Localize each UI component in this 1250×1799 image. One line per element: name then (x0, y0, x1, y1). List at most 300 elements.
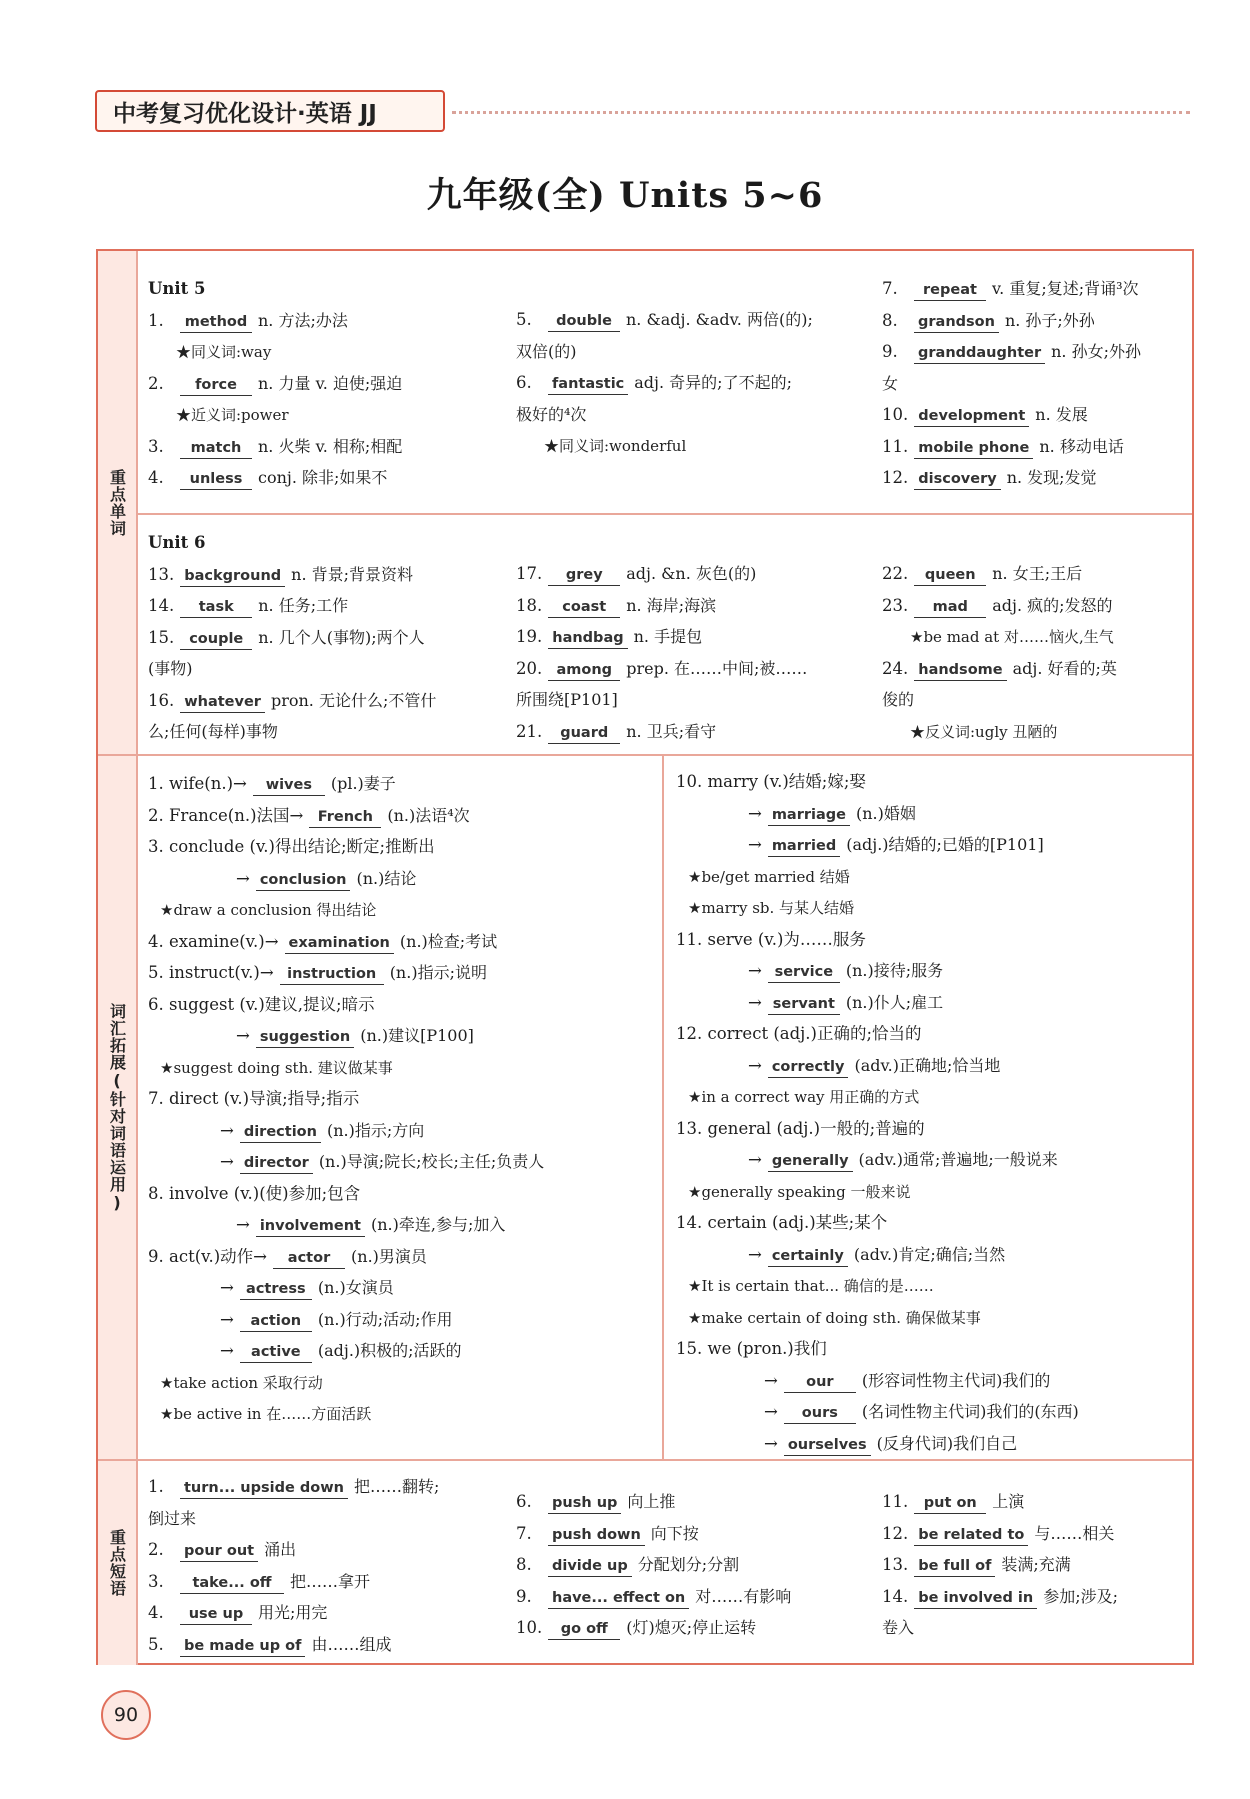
item-prompt: → (220, 1152, 234, 1171)
item-number: 9. (516, 1586, 532, 1606)
list-item (148, 368, 498, 400)
item-continuation: (事物) (148, 659, 193, 678)
item-prompt: → (748, 961, 762, 980)
answer-blank[interactable]: divide up (548, 1556, 632, 1577)
item-definition: n. 海岸;海滨 (626, 595, 717, 615)
item-prompt: → (748, 1055, 762, 1075)
item-prompt: → (748, 1244, 762, 1264)
list-item (882, 621, 1192, 653)
item-definition: 对……有影响 (695, 1586, 792, 1606)
item-definition: (n.)女演员 (317, 1278, 394, 1297)
item-number: 24. (882, 658, 909, 678)
item-definition: n. 发现;发觉 (1006, 468, 1097, 487)
item-definition: (名词性物主代词)我们的(东西) (861, 1402, 1079, 1421)
list-item (148, 685, 498, 717)
list-item (516, 653, 866, 685)
answer-blank[interactable]: ourselves (784, 1435, 871, 1456)
item-definition: (adv.)肯定;确信;当然 (853, 1244, 1006, 1264)
item-prompt: 13. general (adj.)一般的;普遍的 (676, 1118, 925, 1138)
list-item (516, 336, 866, 368)
list-item (148, 800, 668, 832)
section-body (138, 251, 1192, 754)
answer-blank[interactable]: put on (914, 1493, 986, 1514)
section-body (138, 1461, 1192, 1665)
list-item (148, 926, 668, 958)
list-item (882, 399, 1192, 431)
list-item (148, 399, 498, 431)
list-item (676, 766, 1184, 798)
answer-blank[interactable]: actor (273, 1248, 345, 1269)
item-definition: n. &adj. &adv. 两倍(的); (626, 310, 813, 329)
list-item (148, 462, 498, 494)
phrases-col3 (882, 1486, 1192, 1644)
banner-dotted-rule (452, 111, 1190, 114)
answer-blank[interactable]: suggestion (256, 1027, 354, 1048)
item-number: 4. (148, 468, 164, 487)
answer-blank[interactable]: wives (253, 775, 325, 796)
answer-blank[interactable]: generally (768, 1151, 853, 1172)
list-item (676, 1270, 1184, 1302)
answer-blank[interactable]: background (180, 566, 285, 587)
item-definition: 把……拿开 (290, 1571, 371, 1591)
list-item (676, 1239, 1184, 1271)
item-number: 19. (516, 627, 543, 646)
list-item (148, 1335, 668, 1367)
item-number: 11. (882, 436, 909, 456)
list-item (516, 590, 866, 622)
item-number: 16. (148, 690, 175, 710)
answer-blank[interactable]: task (180, 597, 252, 618)
item-prompt: → (748, 1150, 762, 1169)
list-item (148, 590, 498, 622)
answer-blank[interactable]: certainly (768, 1246, 848, 1267)
answer-blank[interactable]: handbag (548, 628, 627, 649)
list-item (148, 989, 668, 1021)
item-definition: (adv.)通常;普遍地;一般说来 (858, 1150, 1058, 1169)
item-prompt: 9. act(v.)动作→ (148, 1246, 268, 1266)
item-number: 7. (516, 1523, 532, 1543)
answer-blank[interactable]: conclusion (256, 870, 351, 891)
answer-blank[interactable]: match (180, 438, 252, 459)
item-continuation: 俊的 (882, 690, 915, 709)
list-item (148, 1534, 498, 1566)
item-prompt: → (748, 803, 762, 823)
list-item (516, 558, 866, 590)
item-prompt: 5. instruct(v.)→ (148, 963, 274, 982)
answer-blank[interactable]: take... off (180, 1573, 284, 1594)
list-item (148, 894, 668, 926)
list-item (676, 1081, 1184, 1113)
item-definition: n. 任务;工作 (258, 596, 349, 615)
book-title: 中考复习优化设计·英语 JJ (113, 100, 377, 127)
item-definition: pron. 无论什么;不管什 (270, 690, 437, 710)
answer-blank[interactable]: coast (548, 597, 620, 618)
item-definition: (n.)结论 (356, 868, 417, 888)
unit-heading: Unit 6 (148, 533, 206, 552)
answer-blank[interactable]: examination (285, 933, 394, 954)
item-prompt: 3. conclude (v.)得出结论;断定;推断出 (148, 837, 435, 856)
answer-blank[interactable]: queen (914, 565, 986, 586)
section-label: 词汇拓展(针对词语运用) (98, 756, 138, 1459)
list-item (882, 653, 1192, 685)
list-item (676, 1050, 1184, 1082)
list-item (148, 559, 498, 591)
list-item (882, 431, 1192, 463)
answer-blank[interactable]: servant (768, 994, 840, 1015)
answer-blank[interactable]: double (548, 311, 620, 332)
star-note: ★be active in 在……方面活跃 (160, 1405, 372, 1423)
list-item (882, 558, 1192, 590)
item-definition: (n.)指示;说明 (389, 963, 487, 982)
item-continuation: 所围绕[P101] (516, 690, 618, 709)
answer-blank[interactable]: couple (180, 629, 252, 650)
item-definition: 用光;用完 (258, 1603, 328, 1622)
item-definition: n. 几个人(事物);两个人 (258, 627, 425, 647)
list-item (882, 1612, 1192, 1644)
item-definition: 装满;充满 (1001, 1555, 1071, 1574)
answer-blank[interactable]: method (180, 312, 252, 333)
book-title-banner (95, 90, 445, 132)
item-continuation: 极好的⁴次 (516, 404, 587, 424)
list-item (676, 924, 1184, 956)
answer-blank[interactable]: grandson (914, 312, 999, 333)
list-item (148, 1115, 668, 1147)
answer-blank[interactable]: turn... upside down (180, 1478, 348, 1499)
list-item (882, 305, 1192, 337)
star-note: ★marry sb. 与某人结婚 (688, 899, 855, 917)
item-definition: conj. 除非;如果不 (258, 468, 388, 487)
answer-blank[interactable]: go off (548, 1619, 620, 1640)
item-definition: 涌出 (264, 1540, 297, 1559)
item-number: 9. (882, 342, 898, 361)
list-item (676, 955, 1184, 987)
list-item (676, 1396, 1184, 1428)
item-number: 2. (148, 373, 164, 393)
list-item (148, 1241, 668, 1273)
item-definition: (形容词性物主代词)我们的 (861, 1370, 1051, 1390)
list-item (516, 1581, 866, 1613)
list-item (148, 1398, 668, 1430)
list-item (516, 716, 866, 748)
item-definition: adj. &n. 灰色(的) (626, 564, 757, 583)
item-definition: n. 移动电话 (1039, 436, 1124, 456)
answer-blank[interactable]: have... effect on (548, 1588, 689, 1609)
item-number: 18. (516, 595, 543, 615)
answer-blank[interactable]: use up (180, 1604, 252, 1625)
item-prompt: → (748, 835, 762, 854)
list-item (516, 1549, 866, 1581)
item-prompt: 15. we (pron.)我们 (676, 1339, 827, 1358)
item-definition: 与……相关 (1034, 1523, 1115, 1543)
answer-blank[interactable]: action (240, 1311, 312, 1332)
item-number: 8. (516, 1555, 532, 1574)
answer-blank[interactable]: unless (180, 469, 252, 490)
list-item (676, 861, 1184, 893)
list-item (882, 273, 1192, 305)
section-label: 重点短语 (98, 1461, 138, 1665)
item-number: 2. (148, 1540, 164, 1559)
item-definition: adj. 好看的;英 (1012, 658, 1117, 678)
expand-col1 (148, 768, 668, 1430)
answer-blank[interactable]: be full of (914, 1556, 995, 1577)
item-prompt: 1. wife(n.)→ (148, 774, 247, 793)
answer-blank[interactable]: mad (914, 597, 986, 618)
item-number: 14. (882, 1586, 909, 1606)
unit5-col3 (882, 273, 1192, 494)
item-prompt: → (220, 1309, 234, 1329)
item-definition: (n.)导演;院长;校长;主任;负责人 (318, 1152, 545, 1171)
list-item (676, 1333, 1184, 1365)
section-label: 重点单词 (98, 251, 138, 754)
item-prompt: 12. correct (adj.)正确的;恰当的 (676, 1024, 922, 1043)
answer-blank[interactable]: actress (240, 1279, 312, 1300)
list-item (516, 1486, 866, 1518)
list-item (148, 831, 668, 863)
list-item (516, 304, 866, 336)
item-definition: n. 方法;办法 (258, 310, 348, 330)
item-definition: (n.)男演员 (351, 1246, 427, 1266)
list-item (676, 829, 1184, 861)
list-item (148, 431, 498, 463)
list-item (148, 863, 668, 895)
list-item (148, 622, 498, 654)
answer-blank[interactable]: grey (548, 565, 620, 586)
item-definition: n. 力量 v. 迫使;强迫 (258, 373, 403, 393)
item-definition: adj. 奇异的;了不起的; (634, 373, 792, 392)
answer-blank[interactable]: handsome (914, 660, 1006, 681)
list-item (148, 1146, 668, 1178)
item-definition: (n.)检查;考试 (399, 931, 498, 951)
star-note: ★take action 采取行动 (160, 1373, 323, 1392)
item-number: 12. (882, 468, 909, 487)
star-note: ★It is certain that... 确信的是…… (688, 1277, 934, 1295)
star-note: ★make certain of doing sth. 确保做某事 (688, 1308, 981, 1327)
item-prompt: → (748, 992, 762, 1012)
item-prompt: 7. direct (v.)导演;指导;指示 (148, 1089, 360, 1108)
list-item (148, 1304, 668, 1336)
item-number: 7. (882, 279, 898, 298)
unit5-block (138, 251, 1192, 515)
item-prompt: 14. certain (adj.)某些;某个 (676, 1213, 888, 1232)
answer-blank[interactable]: married (768, 836, 840, 857)
answer-blank[interactable]: correctly (768, 1057, 849, 1078)
answer-blank[interactable]: granddaughter (914, 343, 1045, 364)
item-number: 3. (148, 436, 164, 456)
answer-blank[interactable]: push down (548, 1525, 645, 1546)
item-definition: n. 火柴 v. 相称;相配 (258, 436, 403, 456)
star-note: ★in a correct way 用正确的方式 (688, 1088, 920, 1106)
list-item (148, 1083, 668, 1115)
item-continuation: 女 (882, 373, 899, 393)
expand-col2 (662, 756, 1184, 1459)
list-item (148, 305, 498, 337)
item-prompt: 6. suggest (v.)建议,提议;暗示 (148, 994, 375, 1014)
section-phrases (98, 1461, 1192, 1665)
answer-blank[interactable]: force (180, 375, 252, 396)
star-note: ★generally speaking 一般来说 (688, 1182, 911, 1201)
answer-blank[interactable]: French (309, 807, 381, 828)
list-item (516, 684, 866, 716)
item-definition: n. 背景;背景资料 (291, 564, 414, 584)
list-item (676, 1144, 1184, 1176)
item-definition: (pl.)妻子 (330, 774, 396, 793)
page-number: 90 (101, 1690, 151, 1740)
star-note: ★be mad at 对……恼火,生气 (910, 628, 1114, 646)
list-item (148, 716, 498, 748)
star-note: ★近义词:power (176, 406, 289, 424)
worksheet (96, 249, 1194, 1665)
list-item (882, 368, 1192, 400)
item-prompt: → (220, 1341, 234, 1360)
answer-blank[interactable]: be involved in (914, 1588, 1037, 1609)
unit6-col2 (516, 558, 866, 747)
list-item (516, 1612, 866, 1644)
unit5-col2 (516, 304, 866, 462)
answer-blank[interactable]: discovery (914, 469, 1000, 490)
list-item (676, 892, 1184, 924)
answer-blank[interactable]: marriage (768, 805, 850, 826)
item-definition: n. 女王;王后 (992, 564, 1083, 583)
star-note: ★同义词:wonderful (544, 437, 687, 455)
list-item (148, 1629, 498, 1661)
answer-blank[interactable]: our (784, 1372, 856, 1393)
phrases-col1 (148, 1471, 498, 1660)
answer-blank[interactable]: involvement (256, 1216, 365, 1237)
answer-blank[interactable]: guard (548, 723, 620, 744)
item-continuation: 卷入 (882, 1618, 915, 1637)
answer-blank[interactable]: direction (240, 1122, 321, 1143)
list-item (676, 1018, 1184, 1050)
star-note: ★同义词:way (176, 343, 272, 361)
section-expand (98, 756, 1192, 1461)
item-definition: 参加;涉及; (1043, 1586, 1118, 1606)
list-item (148, 957, 668, 989)
item-definition: (adj.)结婚的;已婚的[P101] (846, 835, 1044, 854)
unit5-col1 (148, 273, 498, 494)
item-definition: (n.)行动;活动;作用 (317, 1309, 453, 1329)
section-body (138, 756, 1192, 1459)
item-definition: adj. 疯的;发怒的 (992, 595, 1113, 615)
star-note: ★反义词:ugly 丑陋的 (910, 722, 1058, 741)
list-item (676, 1428, 1184, 1460)
item-number: 14. (148, 596, 175, 615)
answer-blank[interactable]: whatever (180, 692, 265, 713)
item-definition: (n.)指示;方向 (326, 1120, 425, 1140)
item-number: 10. (882, 405, 909, 424)
item-number: 12. (882, 1523, 909, 1543)
list-item (676, 798, 1184, 830)
item-prompt: → (236, 868, 250, 888)
item-prompt: → (236, 1026, 250, 1045)
item-number: 8. (882, 310, 898, 330)
item-definition: (n.)仆人;雇工 (845, 992, 944, 1012)
list-item (148, 1597, 498, 1629)
item-prompt: → (764, 1433, 778, 1453)
item-definition: (n.)牵连,参与;加入 (371, 1215, 506, 1234)
item-definition: 向下按 (650, 1523, 699, 1543)
item-number: 22. (882, 564, 909, 583)
list-item (676, 1176, 1184, 1208)
item-number: 13. (148, 564, 175, 584)
list-item (882, 1549, 1192, 1581)
item-definition: 由……组成 (311, 1634, 392, 1654)
section-vocab (98, 251, 1192, 756)
answer-blank[interactable]: be related to (914, 1525, 1028, 1546)
item-definition: prep. 在……中间;被…… (626, 658, 808, 678)
item-number: 6. (516, 373, 532, 392)
list-item (882, 462, 1192, 494)
list-item (148, 768, 668, 800)
item-definition: 把……翻转; (353, 1477, 440, 1496)
list-item (148, 1209, 668, 1241)
answer-blank[interactable]: development (914, 406, 1029, 427)
item-number: 21. (516, 721, 543, 741)
answer-blank[interactable]: fantastic (548, 374, 628, 395)
item-prompt: 4. examine(v.)→ (148, 931, 279, 951)
answer-blank[interactable]: push up (548, 1493, 621, 1514)
list-item (516, 367, 866, 399)
item-prompt: → (220, 1278, 234, 1297)
answer-blank[interactable]: director (240, 1153, 313, 1174)
list-item (882, 1486, 1192, 1518)
item-prompt: 10. marry (v.)结婚;嫁;娶 (676, 772, 866, 791)
list-item (516, 1518, 866, 1550)
item-definition: n. 孙女;外孙 (1051, 342, 1141, 361)
list-item (148, 1178, 668, 1210)
list-item (148, 1020, 668, 1052)
item-prompt: → (220, 1120, 234, 1140)
item-number: 5. (148, 1634, 164, 1654)
item-definition: (n.)婚姻 (856, 803, 916, 823)
list-item (148, 1566, 498, 1598)
list-item (148, 1471, 498, 1503)
answer-blank[interactable]: be made up of (180, 1636, 305, 1657)
item-prompt: → (764, 1402, 778, 1421)
answer-blank[interactable]: among (548, 660, 620, 681)
item-prompt: 11. serve (v.)为……服务 (676, 929, 866, 949)
answer-blank[interactable]: instruction (280, 964, 384, 985)
item-definition: (n.)法语⁴次 (387, 805, 470, 825)
item-definition: n. 孙子;外孙 (1004, 310, 1095, 330)
list-item (676, 1365, 1184, 1397)
answer-blank[interactable]: pour out (180, 1541, 258, 1562)
item-number: 4. (148, 1603, 164, 1622)
item-definition: (adv.)正确地;恰当地 (854, 1055, 1001, 1075)
item-number: 3. (148, 1571, 164, 1591)
unit6-block (138, 515, 1192, 756)
star-note: ★suggest doing sth. 建议做某事 (160, 1058, 393, 1077)
item-prompt: 8. involve (v.)(使)参加;包含 (148, 1183, 361, 1203)
item-prompt: 2. France(n.)法国→ (148, 805, 304, 825)
answer-blank[interactable]: ours (784, 1403, 856, 1424)
item-number: 6. (516, 1492, 532, 1511)
list-item (882, 1518, 1192, 1550)
item-definition: n. 卫兵;看守 (626, 721, 717, 741)
item-definition: 分配划分;分割 (637, 1555, 740, 1574)
answer-blank[interactable]: service (768, 962, 840, 983)
answer-blank[interactable]: active (240, 1342, 312, 1363)
answer-blank[interactable]: repeat (914, 280, 986, 301)
list-item (148, 1052, 668, 1084)
item-definition: v. 重复;复述;背诵³次 (992, 279, 1139, 298)
item-definition: 上演 (992, 1492, 1025, 1511)
list-item (882, 336, 1192, 368)
item-definition: (反身代词)我们自己 (876, 1433, 1018, 1453)
item-definition: n. 手提包 (633, 627, 703, 646)
item-definition: n. 发展 (1035, 405, 1088, 424)
item-number: 1. (148, 310, 164, 330)
answer-blank[interactable]: mobile phone (914, 438, 1033, 459)
